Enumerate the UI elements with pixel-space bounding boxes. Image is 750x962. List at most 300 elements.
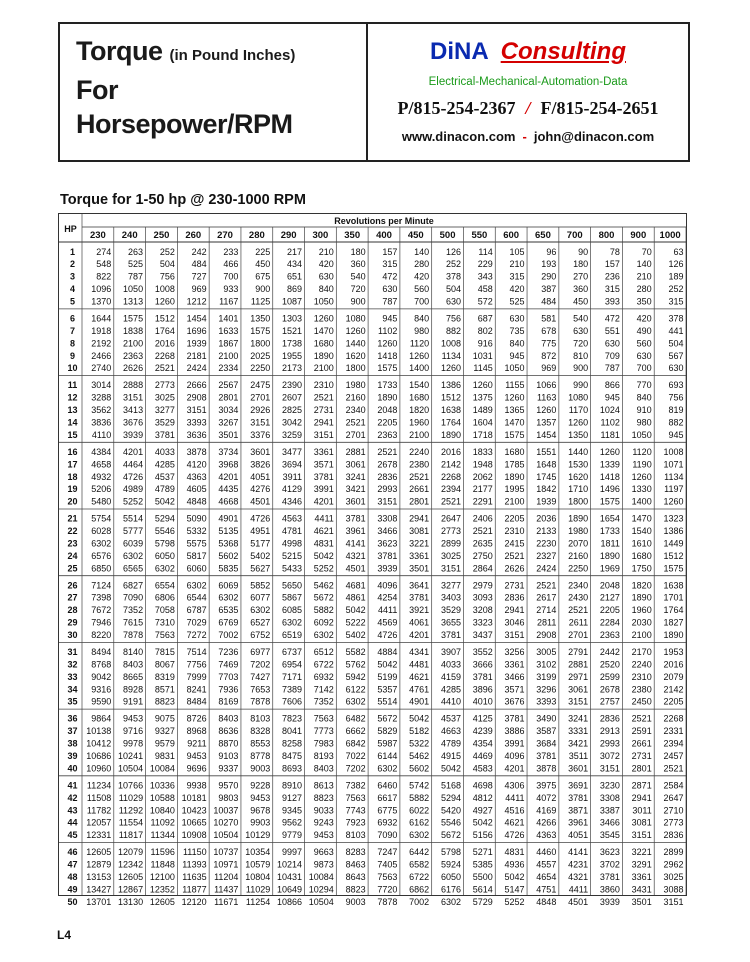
- torque-cell: 2791: [568, 647, 589, 658]
- torque-cell: 5672: [313, 592, 334, 603]
- torque-cell: 3836: [91, 417, 112, 428]
- torque-cell: 9228: [250, 780, 271, 791]
- hp-cell: 42: [67, 792, 78, 803]
- torque-cell: 4861: [345, 592, 366, 603]
- torque-cell: 2334: [218, 363, 239, 374]
- torque-cell: 5368: [218, 538, 239, 549]
- torque-cell: 4306: [504, 780, 525, 791]
- torque-cell: 3323: [472, 617, 493, 628]
- torque-cell: 1620: [568, 471, 589, 482]
- torque-cell: 7272: [186, 630, 207, 640]
- torque-cell: 787: [382, 296, 398, 307]
- torque-cell: 3676: [123, 417, 144, 428]
- torque-cell: 525: [128, 259, 144, 270]
- torque-cell: 7247: [377, 847, 398, 858]
- torque-cell: 840: [636, 392, 652, 403]
- torque-cell: 3691: [568, 780, 589, 791]
- torque-cell: 1313: [123, 296, 144, 307]
- torque-cell: 3781: [568, 792, 589, 803]
- torque-cell: 5582: [345, 647, 366, 658]
- hp-cell: 43: [67, 805, 78, 816]
- torque-cell: 9453: [123, 713, 144, 724]
- torque-cell: 280: [636, 284, 652, 295]
- torque-cell: 900: [255, 284, 271, 295]
- torque-cell: 4051: [250, 471, 271, 482]
- torque-cell: 2521: [568, 605, 589, 616]
- torque-cell: 3961: [568, 817, 589, 828]
- torque-cell: 2268: [154, 350, 175, 361]
- torque-cell: 466: [223, 259, 239, 270]
- torque-cell: 7672: [91, 605, 112, 616]
- torque-cell: 2678: [599, 684, 620, 695]
- torque-cell: 2442: [599, 647, 620, 658]
- page-number: L4: [57, 928, 72, 942]
- torque-cell: 1680: [631, 550, 652, 561]
- torque-cell: 2773: [154, 380, 175, 391]
- torque-cell: 7398: [91, 592, 112, 603]
- torque-cell: 2607: [281, 392, 303, 403]
- company-contact: [368, 129, 688, 144]
- hp-cell: 48: [67, 871, 78, 882]
- torque-cell: 5252: [123, 496, 144, 507]
- torque-cell: 10766: [118, 780, 144, 791]
- hp-cell: 44: [67, 817, 78, 828]
- torque-cell: 6482: [345, 713, 366, 724]
- torque-cell: 210: [636, 271, 652, 282]
- torque-cell: 157: [382, 246, 398, 257]
- torque-cell: 9663: [313, 847, 334, 858]
- torque-cell: 6932: [313, 671, 334, 682]
- torque-cell: 1350: [568, 429, 589, 440]
- torque-cell: 1811: [600, 538, 620, 549]
- torque-cell: 9997: [281, 847, 303, 858]
- torque-cell: 10354: [245, 847, 271, 858]
- torque-cell: 1197: [664, 484, 684, 495]
- torque-cell: 9033: [313, 805, 334, 816]
- torque-cell: 11635: [182, 871, 207, 882]
- torque-cell: 7171: [281, 671, 303, 682]
- torque-cell: 10737: [213, 847, 239, 858]
- torque-cell: 9243: [313, 817, 334, 828]
- torque-cell: 5672: [440, 830, 461, 841]
- torque-cell: 1339: [599, 459, 620, 470]
- torque-cell: 9803: [218, 792, 239, 803]
- torque-cell: 2661: [631, 738, 652, 749]
- torque-cell: 1540: [631, 526, 652, 537]
- torque-cell: 6302: [313, 630, 334, 640]
- torque-cell: 1890: [599, 550, 620, 561]
- hp-cell: 10: [67, 363, 78, 374]
- torque-cell: 6722: [313, 659, 334, 670]
- torque-cell: 3991: [313, 484, 334, 495]
- torque-cell: 630: [382, 284, 398, 295]
- torque-cell: 6737: [281, 647, 303, 658]
- rpm-column-header: 500: [439, 230, 456, 241]
- torque-cell: 2016: [663, 659, 684, 670]
- torque-cell: 378: [445, 271, 461, 282]
- torque-cell: 4516: [504, 805, 525, 816]
- torque-cell: 9453: [313, 830, 334, 841]
- torque-cell: 6077: [250, 592, 271, 603]
- hp-cell: 25: [67, 563, 78, 574]
- torque-cell: 869: [286, 284, 303, 295]
- torque-cell: 6565: [123, 563, 144, 574]
- torque-cell: 3781: [504, 713, 525, 724]
- torque-cell: 651: [286, 271, 303, 282]
- torque-cell: 4141: [568, 847, 589, 858]
- torque-cell: 5215: [281, 550, 303, 561]
- torque-cell: 1120: [632, 446, 652, 457]
- torque-cell: 4120: [186, 459, 207, 470]
- torque-cell: 3151: [250, 417, 271, 428]
- torque-cell: 2100: [504, 496, 525, 507]
- torque-cell: 1031: [472, 350, 493, 361]
- torque-cell: 866: [604, 380, 620, 391]
- torque-cell: 7823: [281, 713, 303, 724]
- torque-cell: 1489: [472, 405, 493, 416]
- torque-cell: 3046: [504, 617, 525, 628]
- torque-cell: 450: [255, 259, 271, 270]
- torque-cell: 1400: [631, 496, 652, 507]
- torque-cell: 4033: [440, 659, 461, 670]
- torque-cell: 4266: [536, 817, 557, 828]
- torque-cell: 11877: [182, 884, 207, 895]
- torque-cell: 3361: [631, 871, 652, 882]
- torque-cell: 11393: [182, 859, 207, 870]
- torque-cell: 3361: [313, 446, 334, 457]
- torque-cell: 2170: [631, 647, 652, 658]
- torque-cell: 10412: [86, 738, 112, 749]
- torque-cell: 4239: [472, 726, 493, 737]
- torque-cell: 1024: [599, 405, 620, 416]
- website-link[interactable]: www.dinacon.com: [401, 129, 516, 144]
- torque-cell: 8693: [281, 763, 303, 774]
- torque-cell: 551: [604, 325, 620, 336]
- torque-cell: 1955: [281, 350, 303, 361]
- torque-cell: 6527: [250, 617, 271, 628]
- torque-cell: 3393: [536, 696, 557, 707]
- rpm-column-header: 230: [89, 230, 106, 241]
- torque-cell: 4569: [377, 617, 398, 628]
- torque-cell: 3545: [599, 830, 620, 841]
- torque-cell: 2521: [472, 526, 493, 537]
- torque-cell: 1170: [568, 405, 589, 416]
- torque-cell: 6302: [154, 563, 175, 574]
- torque-cell: 2475: [250, 380, 271, 391]
- hp-cell: 49: [67, 884, 78, 895]
- torque-cell: 3826: [250, 459, 271, 470]
- torque-cell: 6060: [186, 563, 207, 574]
- torque-cell: 9864: [91, 713, 112, 724]
- torque-cell: 1948: [472, 459, 493, 470]
- torque-cell: 5147: [504, 884, 525, 895]
- torque-cell: 4563: [281, 513, 303, 524]
- torque-cell: 5867: [281, 592, 303, 603]
- torque-cell: 11508: [86, 792, 112, 803]
- torque-cell: 2811: [536, 617, 557, 628]
- torque-cell: 70: [641, 246, 652, 257]
- hp-cell: 47: [67, 859, 78, 870]
- rpm-column-header: 650: [535, 230, 551, 241]
- torque-cell: 720: [573, 338, 589, 349]
- torque-cell: 3014: [91, 380, 112, 391]
- torque-cell: 3871: [568, 805, 589, 816]
- torque-cell: 5462: [313, 580, 334, 591]
- torque-cell: 2836: [599, 713, 620, 724]
- torque-cell: 8494: [91, 647, 112, 658]
- torque-cell: 2661: [409, 484, 430, 495]
- torque-cell: 2567: [218, 380, 239, 391]
- torque-cell: 1365: [504, 405, 525, 416]
- torque-cell: 1440: [568, 446, 589, 457]
- torque-cell: 2450: [631, 696, 652, 707]
- torque-cell: 10840: [149, 805, 175, 816]
- hp-cell: 45: [67, 830, 78, 841]
- torque-cell: 802: [477, 325, 493, 336]
- torque-cell: 10504: [308, 896, 334, 907]
- torque-table: [58, 213, 687, 907]
- torque-cell: 217: [286, 246, 303, 257]
- torque-cell: 3267: [218, 417, 239, 428]
- torque-cell: 270: [573, 271, 589, 282]
- torque-cell: 5852: [250, 580, 271, 591]
- torque-cell: 3587: [536, 726, 557, 737]
- torque-cell: 709: [604, 350, 620, 361]
- torque-cell: 7563: [345, 792, 366, 803]
- torque-cell: 9562: [281, 817, 303, 828]
- torque-cell: 2380: [409, 459, 430, 470]
- torque-cell: 3781: [536, 750, 557, 761]
- torque-cell: 10866: [276, 896, 303, 907]
- torque-cell: 2773: [663, 817, 684, 828]
- torque-cell: 114: [478, 246, 493, 257]
- title-line1: [76, 34, 366, 73]
- torque-cell: 9453: [186, 750, 207, 761]
- torque-cell: 3230: [599, 780, 620, 791]
- torque-cell: 263: [128, 246, 144, 257]
- torque-cell: 1212: [186, 296, 207, 307]
- torque-cell: 3466: [599, 817, 620, 828]
- torque-cell: 2591: [631, 726, 652, 737]
- rpm-column-header: 270: [217, 230, 233, 241]
- torque-cell: 4231: [568, 859, 589, 870]
- torque-cell: 7878: [123, 630, 144, 640]
- torque-cell: 9003: [250, 763, 271, 774]
- torque-cell: 1820: [631, 580, 652, 591]
- torque-cell: 630: [636, 350, 652, 361]
- torque-cell: 787: [128, 271, 144, 282]
- torque-cell: 8613: [313, 780, 334, 791]
- torque-cell: 4072: [536, 792, 557, 803]
- torque-cell: 4346: [281, 496, 303, 507]
- torque-cell: 3296: [536, 684, 557, 695]
- torque-cell: 2521: [409, 471, 430, 482]
- torque-cell: 1260: [568, 417, 589, 428]
- torque-cell: 8665: [123, 671, 144, 682]
- torque-cell: 3025: [663, 871, 684, 882]
- hp-cell: 6: [69, 313, 76, 324]
- torque-cell: 6582: [409, 859, 430, 870]
- torque-cell: 2617: [536, 592, 557, 603]
- hp-header: HP: [64, 224, 77, 234]
- torque-cell: 3151: [186, 405, 207, 416]
- torque-cell: 9590: [91, 696, 112, 707]
- torque-cell: 8726: [186, 713, 207, 724]
- torque-cell: 6752: [250, 630, 271, 640]
- torque-cell: 12100: [149, 871, 175, 882]
- torque-cell: 484: [541, 296, 557, 307]
- torque-cell: 2230: [536, 538, 557, 549]
- torque-cell: 1530: [568, 459, 589, 470]
- torque-cell: 2424: [536, 563, 557, 574]
- torque-cell: 10804: [245, 871, 271, 882]
- torque-cell: 4096: [504, 750, 525, 761]
- torque-cell: 4751: [536, 884, 557, 895]
- torque-cell: 5271: [472, 847, 493, 858]
- torque-cell: 378: [668, 313, 684, 324]
- torque-cell: 1890: [377, 392, 398, 403]
- torque-cell: 4658: [91, 459, 112, 470]
- torque-cell: 1163: [536, 392, 557, 403]
- torque-cell: 7923: [345, 817, 366, 828]
- torque-cell: 5156: [472, 830, 493, 841]
- torque-cell: 10665: [181, 817, 207, 828]
- torque-cell: 7405: [377, 859, 398, 870]
- torque-cell: 3921: [409, 605, 430, 616]
- torque-cell: 3702: [599, 859, 620, 870]
- torque-cell: 3939: [599, 896, 620, 907]
- torque-cell: 945: [382, 313, 398, 324]
- torque-cell: 1386: [663, 526, 684, 537]
- torque-cell: 581: [541, 313, 557, 324]
- torque-cell: 4726: [504, 830, 525, 841]
- torque-cell: 4831: [504, 847, 525, 858]
- rpm-column-header: 290: [280, 230, 297, 241]
- rpm-column-header: 450: [407, 230, 424, 241]
- torque-cell: 1181: [600, 429, 620, 440]
- torque-cell: 2205: [377, 417, 398, 428]
- torque-cell: 2647: [663, 792, 684, 803]
- torque-cell: 2048: [377, 405, 398, 416]
- torque-cell: 819: [668, 405, 684, 416]
- torque-cell: 10129: [245, 830, 271, 841]
- rpm-column-header: 350: [344, 230, 361, 241]
- torque-cell: 1638: [663, 580, 684, 591]
- torque-cell: 1087: [281, 296, 303, 307]
- torque-cell: 2205: [663, 696, 684, 707]
- torque-cell: 3093: [472, 592, 493, 603]
- torque-cell: 7236: [218, 647, 239, 658]
- torque-cell: 4096: [377, 580, 398, 591]
- torque-cell: 770: [636, 380, 652, 391]
- hp-cell: 7: [69, 325, 76, 336]
- torque-cell: 4698: [472, 780, 493, 791]
- torque-cell: 3601: [345, 496, 366, 507]
- torque-cell: 472: [604, 313, 620, 324]
- torque-cell: 3781: [599, 871, 620, 882]
- torque-cell: 343: [477, 271, 493, 282]
- torque-cell: 2079: [663, 671, 684, 682]
- hp-cell: 26: [67, 580, 78, 591]
- torque-cell: 5420: [440, 805, 461, 816]
- torque-cell: 6662: [345, 726, 366, 737]
- torque-cell: 4435: [218, 484, 239, 495]
- torque-cell: 5987: [377, 738, 398, 749]
- torque-cell: 11254: [245, 896, 271, 907]
- torque-cell: 11782: [86, 805, 112, 816]
- torque-cell: 5817: [186, 550, 207, 561]
- rpm-column-header: 700: [566, 230, 583, 241]
- torque-cell: 3911: [282, 471, 303, 482]
- torque-cell: 7815: [154, 647, 175, 658]
- torque-cell: 8258: [281, 738, 303, 749]
- torque-cell: 2025: [250, 350, 271, 361]
- torque-cell: 4605: [186, 484, 207, 495]
- torque-cell: 630: [445, 296, 461, 307]
- torque-cell: 1120: [409, 338, 430, 349]
- torque-cell: 3361: [409, 550, 430, 561]
- torque-cell: 980: [636, 417, 652, 428]
- torque-cell: 720: [350, 284, 366, 295]
- torque-cell: 7202: [345, 763, 366, 774]
- torque-cell: 5294: [154, 513, 175, 524]
- torque-cell: 1134: [664, 471, 684, 482]
- torque-cell: 4010: [472, 696, 493, 707]
- torque-cell: 4285: [440, 684, 461, 695]
- torque-cell: 3781: [154, 429, 175, 440]
- torque-cell: 6850: [91, 563, 112, 574]
- torque-cell: 63: [673, 246, 684, 257]
- torque-cell: 10649: [276, 884, 303, 895]
- torque-cell: 193: [541, 259, 557, 270]
- torque-cell: 3961: [345, 526, 366, 537]
- torque-cell: 189: [668, 271, 684, 282]
- torque-cell: 2941: [409, 513, 430, 524]
- torque-cell: 13153: [86, 871, 112, 882]
- torque-cell: 910: [636, 405, 652, 416]
- torque-cell: 3501: [409, 563, 430, 574]
- torque-cell: 2908: [186, 392, 207, 403]
- torque-cell: 1521: [281, 325, 303, 336]
- torque-cell: 458: [477, 284, 493, 295]
- torque-cell: 2520: [599, 659, 620, 670]
- torque-cell: 5602: [409, 763, 430, 774]
- torque-cell: 9696: [186, 763, 207, 774]
- torque-cell: 4915: [440, 750, 461, 761]
- torque-cell: 840: [509, 338, 525, 349]
- torque-cell: 2331: [663, 726, 684, 737]
- torque-cell: 4363: [536, 830, 557, 841]
- title-unit: (in Pound Inches): [169, 47, 296, 64]
- torque-cell: 2773: [440, 526, 461, 537]
- torque-cell: 11292: [118, 805, 144, 816]
- hp-cell: 24: [67, 550, 78, 561]
- torque-cell: 882: [445, 325, 461, 336]
- hp-cell: 15: [67, 429, 78, 440]
- torque-cell: 2457: [663, 750, 684, 761]
- torque-cell: 12120: [181, 896, 207, 907]
- torque-cell: 3151: [377, 496, 398, 507]
- torque-cell: 2100: [218, 350, 239, 361]
- torque-cell: 180: [573, 259, 589, 270]
- torque-cell: 3781: [377, 550, 398, 561]
- torque-cell: 2757: [599, 696, 620, 707]
- torque-cell: 1654: [599, 513, 620, 524]
- torque-cell: 3975: [536, 780, 557, 791]
- email-link[interactable]: john@dinacon.com: [533, 129, 655, 144]
- torque-cell: 4481: [409, 659, 430, 670]
- torque-cell: 7469: [218, 659, 239, 670]
